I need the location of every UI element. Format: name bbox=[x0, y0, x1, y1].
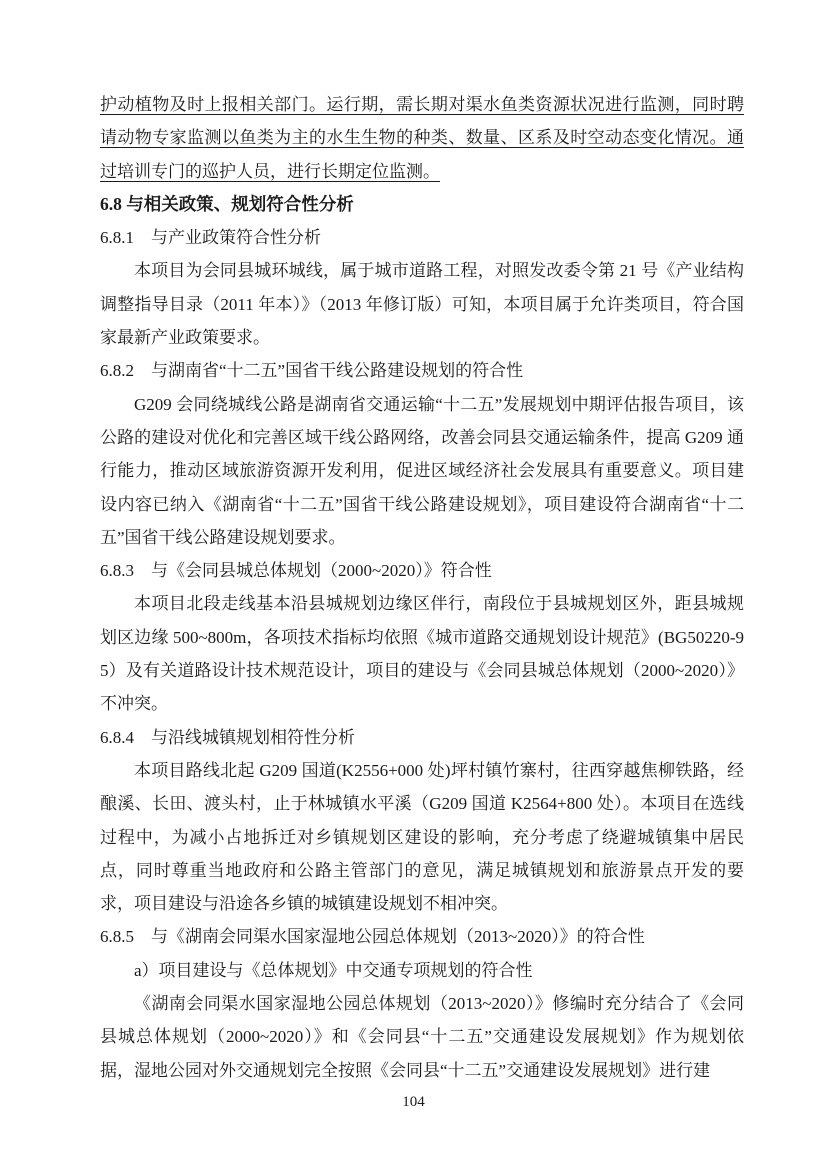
paragraph-6-8-3: 本项目北段走线基本沿县城规划边缘区伴行，南段位于县城规划区外，距县城规划区边缘 500~800m，各项技术指标均依照《城市道路交通规划设计规范》(BG50220-95）及有关道路设计技术规范设计，项目的建设与《会同县城总体规划（2000~2020）》不冲突。 bbox=[100, 594, 744, 714]
heading-6-8: 6.8 与相关政策、规划符合性分析 bbox=[100, 193, 354, 214]
heading-6-8-2: 6.8.2 与湖南省“十二五”国省干线公路建设规划的符合性 bbox=[100, 361, 524, 381]
heading-6-8-1: 6.8.1 与产业政策符合性分析 bbox=[100, 228, 321, 248]
paragraph-6-8-1: 本项目为会同县城环城线，属于城市道路工程，对照发改委令第 21 号《产业结构调整指导目录（2011 年本）》（2013 年修订版）可知，本项目属于允许类项目，符合国家最新产业政策要求。 bbox=[100, 261, 744, 348]
paragraph-6-8-4: 本项目路线北起 G209 国道(K2556+000 处)坪村镇竹寨村，往西穿越焦柳铁路，经酿溪、长田、渡头村，止于林城镇水平溪（G209 国道 K2564+800 处）。本项目在选线过程中，为减小占地拆迁对乡镇规划区建设的影响，充分考虑了绕避城镇集中居民点，同时尊重当地政府和公路主管部门的意见，满足城镇规划和旅游景点开发的要求，项目建设与沿途各乡镇的城镇建设规划不相冲突。 bbox=[100, 760, 744, 914]
heading-6-8-3: 6.8.3 与《会同县城总体规划（2000~2020）》符合性 bbox=[100, 561, 492, 581]
paragraph-6-8-5: 《湖南会同渠水国家湿地公园总体规划（2013~2020）》修编时充分结合了《会同县城总体规划（2000~2020）》和《会同县“十二五”交通建设发展规划》作为规划依据，湿地公园对外交通规划完全按照《会同县“十二五”交通建设发展规划》进行建 bbox=[100, 994, 744, 1080]
heading-6-8-5: 6.8.5 与《湖南会同渠水国家湿地公园总体规划（2013~2020）》的符合性 bbox=[100, 927, 645, 947]
paragraph-monitoring-continuation: 护动植物及时上报相关部门。运行期，需长期对渠水鱼类资源状况进行监测，同时聘请动物专家监测以鱼类为主的水生生物的种类、数量、区系及时空动态变化情况。通过培训专门的巡护人员，进行长期定位监测。 bbox=[100, 95, 744, 181]
document-content bbox=[100, 88, 744, 1087]
heading-6-8-4: 6.8.4 与沿线城镇规划相符性分析 bbox=[100, 727, 355, 747]
page-number: 104 bbox=[402, 1094, 425, 1110]
paragraph-6-8-2: G209 会同绕城线公路是湖南省交通运输“十二五”发展规划中期评估报告项目，该公路的建设对优化和完善区域干线公路网络，改善会同县交通运输条件，提高 G209 通行能力，推动区域旅游资源开发利用，促进区域经济社会发展具有重要意义。项目建设内容已纳入《湖南省“十二五”国省干线公路建设规划》，项目建设符合湖南省“十二五”国省干线公路建设规划要求。 bbox=[100, 394, 744, 547]
list-item-a: a）项目建设与《总体规划》中交通专项规划的符合性 bbox=[134, 960, 533, 980]
